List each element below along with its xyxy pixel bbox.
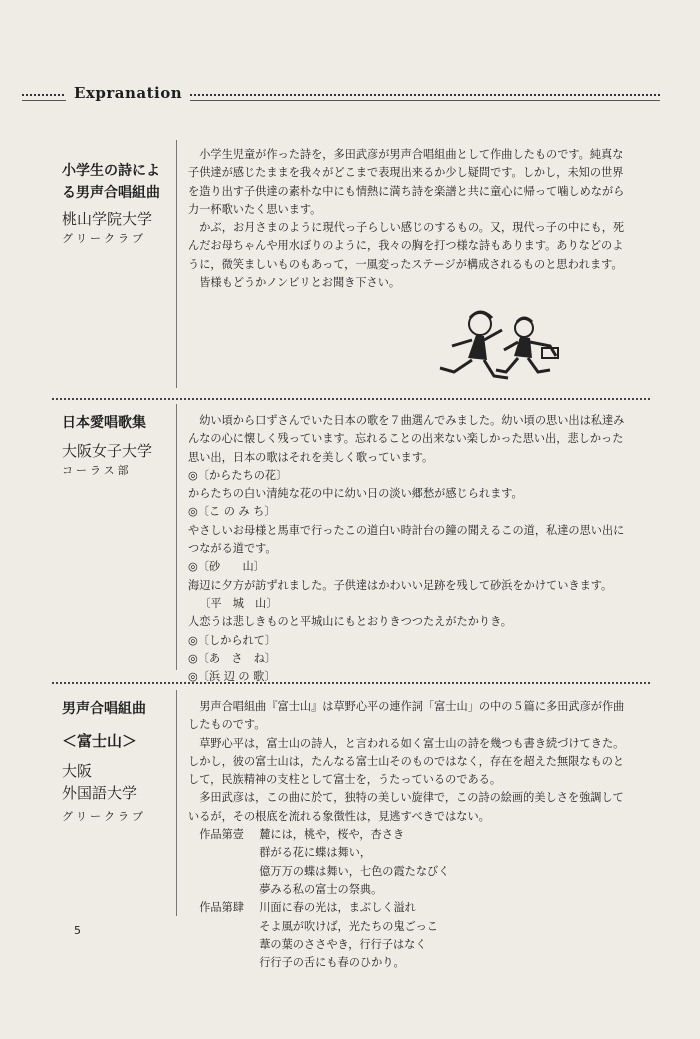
header-title: Expranation xyxy=(66,84,190,102)
section-1-club: グリークラブ xyxy=(62,232,146,245)
poem-line: そよ風が吹けば，光たちの鬼ごっこ xyxy=(259,919,438,933)
section-3-paragraph: 多田武彦は，この曲に於て，独特の美しい旋律で，この詩の絵画的美しさを強調しているが，その根底を流れる象徴性は，見逃すべきではない。 xyxy=(188,791,624,823)
section-1-body xyxy=(188,146,628,292)
section-2-vline xyxy=(176,404,177,670)
song-title: ◎〔こ の み ち〕 xyxy=(188,505,276,519)
song-desc: やさしいお母様と馬車で行ったこの道白い時計台の鐘の聞えるこの道，私達の思い出につながる道です。 xyxy=(188,523,625,556)
poem-label: 作品第壹 xyxy=(199,828,244,842)
page-number: 5 xyxy=(74,924,81,937)
song-desc: 人恋うは悲しきものと平城山にもとおりきつつたえがたかりき。 xyxy=(188,615,512,629)
section-divider xyxy=(52,398,650,400)
section-3-club: グリークラブ xyxy=(62,810,146,823)
song-title: ◎〔しかられて〕 xyxy=(188,633,277,647)
section-2-body xyxy=(188,412,628,686)
section-2-school: 大阪女子大学 xyxy=(62,442,153,460)
section-3-left xyxy=(62,698,172,826)
section-3-subtitle: ＜富士山＞ xyxy=(62,732,138,750)
section-3-school: 外国語大学 xyxy=(62,784,138,802)
section-3-vline xyxy=(176,690,177,916)
poem-block xyxy=(188,826,628,899)
running-boys-illustration xyxy=(432,306,582,386)
section-2-title: 日本愛唱歌集 xyxy=(62,415,146,431)
poem-line: 行行子の舌にも春のひかり。 xyxy=(259,956,405,970)
song-title: 〔平 城 山〕 xyxy=(199,596,278,610)
poem-block xyxy=(188,899,628,972)
poem-line: 夢みる私の富士の祭典。 xyxy=(259,882,383,896)
poem-line: 群がる花に蝶は舞い， xyxy=(259,846,372,860)
poem-label: 作品第肆 xyxy=(199,901,244,915)
section-1-vline xyxy=(176,140,177,388)
section-3-paragraph: 草野心平は，富士山の詩人，と言われる如く富士山の詩を幾つも書き続づけてきた。しかし，彼の富士山は，たんなる富士山そのものではなく，存在を超えた無限なものとして，民族精神の支柱として富士を，うたっているのである。 xyxy=(188,736,625,787)
section-2-left xyxy=(62,412,172,480)
section-2-intro: 幼い頃から口ずさんでいた日本の歌を７曲選んでみました。幼い頃の思い出は私達みんなの心に懐しく残っています。忘れることの出来ない楽しかった思い出，悲しかった思い出，日本の歌はそれを美しく歌っています。 xyxy=(188,414,625,464)
poem-lines xyxy=(259,826,449,899)
poem-line: 麓には，桃や，桜や，杏さき xyxy=(259,828,405,842)
song-desc: からたちの白い清純な花の中に幼い日の淡い郷愁が感じられます。 xyxy=(188,487,523,501)
poem-line: 葦の葉のささやき，行行子はなく xyxy=(259,937,427,951)
section-divider xyxy=(52,682,650,684)
section-1-paragraph: 皆様もどうかノンビリとお聞き下さい。 xyxy=(199,276,401,290)
song-title: ◎〔浜 辺 の 歌〕 xyxy=(188,670,276,684)
poem-line: 川面に春の光は，まぶしく溢れ xyxy=(259,901,416,915)
song-title: ◎〔砂 山〕 xyxy=(188,560,265,574)
section-3-school: 大阪 xyxy=(62,762,93,780)
song-title: ◎〔あ さ ね〕 xyxy=(188,651,277,665)
section-2-club: コーラス部 xyxy=(62,464,132,477)
section-3-body xyxy=(188,698,628,972)
section-3-title: 男声合唱組曲 xyxy=(62,701,146,717)
song-title: ◎〔からたちの花〕 xyxy=(188,468,288,482)
section-1-paragraph: かぶ，お月さまのように現代っ子らしい感じのするもの。又，現代っ子の中にも，死んだお母ちゃんや用水ぼりのように，我々の胸を打つ様な詩もあります。ありなどのように，微笑ましいものもあって，一風変ったステージが構成されるものと思われます。 xyxy=(188,221,625,271)
section-1-title: 小学生の詩による男声合唱組曲 xyxy=(62,163,160,201)
poem-lines xyxy=(259,899,438,972)
section-3-paragraph: 男声合唱組曲『富士山』は草野心平の連作詞「富士山」の中の５篇に多田武彦が作曲したものです。 xyxy=(188,700,625,732)
section-1-school: 桃山学院大学 xyxy=(62,210,153,228)
song-desc: 海辺に夕方が訪ずれました。子供達はかわいい足跡を残して砂浜をかけていきます。 xyxy=(188,578,613,592)
poem-line: 億万万の蝶は舞い，七色の霞たなびく xyxy=(259,864,450,878)
section-1-left xyxy=(62,160,172,248)
section-1-paragraph: 小学生児童が作った詩を，多田武彦が男声合唱組曲として作曲したものです。純真な子供達が感じたままを我々がどこまで表現出来るか少し疑問です。しかし，未知の世界を造り出す子供達の素朴な中にも情熱に満ち詩を楽譜と共に童心に帰って噛しめながら力一杯歌いたく思います。 xyxy=(188,148,625,216)
